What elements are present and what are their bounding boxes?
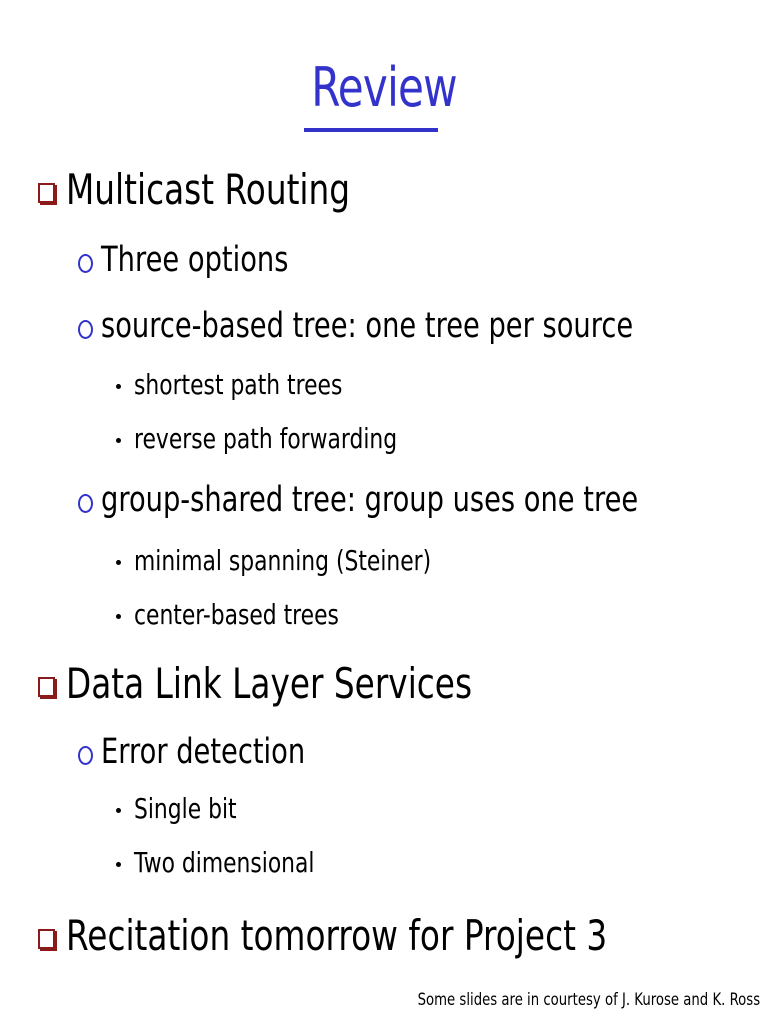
footer-credit: Some slides are in courtesy of J. Kurose and K. Ross: [417, 990, 760, 1010]
circle-bullet-icon: [78, 494, 93, 513]
circle-bullet-icon: [78, 254, 93, 273]
dot-bullet-icon: [116, 862, 121, 867]
item-source-based-tree: source-based tree: one tree per source: [101, 306, 634, 346]
subitem-two-dimensional: Two dimensional: [134, 846, 315, 879]
dot-bullet-icon: [116, 808, 121, 813]
dot-bullet-icon: [116, 614, 121, 619]
circle-bullet-icon: [78, 320, 93, 339]
subitem-shortest-path-trees: shortest path trees: [134, 368, 343, 401]
subitem-reverse-path-forwarding: reverse path forwarding: [134, 422, 398, 455]
dot-bullet-icon: [116, 438, 121, 443]
subitem-minimal-spanning: minimal spanning (Steiner): [134, 544, 432, 577]
section-heading-data-link: Data Link Layer Services: [66, 659, 473, 708]
item-three-options: Three options: [101, 240, 289, 280]
section-heading-recitation: Recitation tomorrow for Project 3: [66, 911, 608, 960]
dot-bullet-icon: [116, 560, 121, 565]
subitem-center-based-trees: center-based trees: [134, 598, 339, 631]
square-bullet-icon: [38, 183, 55, 203]
item-group-shared-tree: group-shared tree: group uses one tree: [101, 480, 639, 520]
subitem-single-bit: Single bit: [134, 792, 237, 825]
item-error-detection: Error detection: [101, 732, 306, 772]
square-bullet-icon: [38, 929, 55, 949]
square-bullet-icon: [38, 677, 55, 697]
dot-bullet-icon: [116, 384, 121, 389]
circle-bullet-icon: [78, 746, 93, 765]
slide-title: Review: [311, 56, 457, 119]
title-underline: [304, 128, 438, 132]
section-heading-multicast: Multicast Routing: [66, 165, 351, 214]
